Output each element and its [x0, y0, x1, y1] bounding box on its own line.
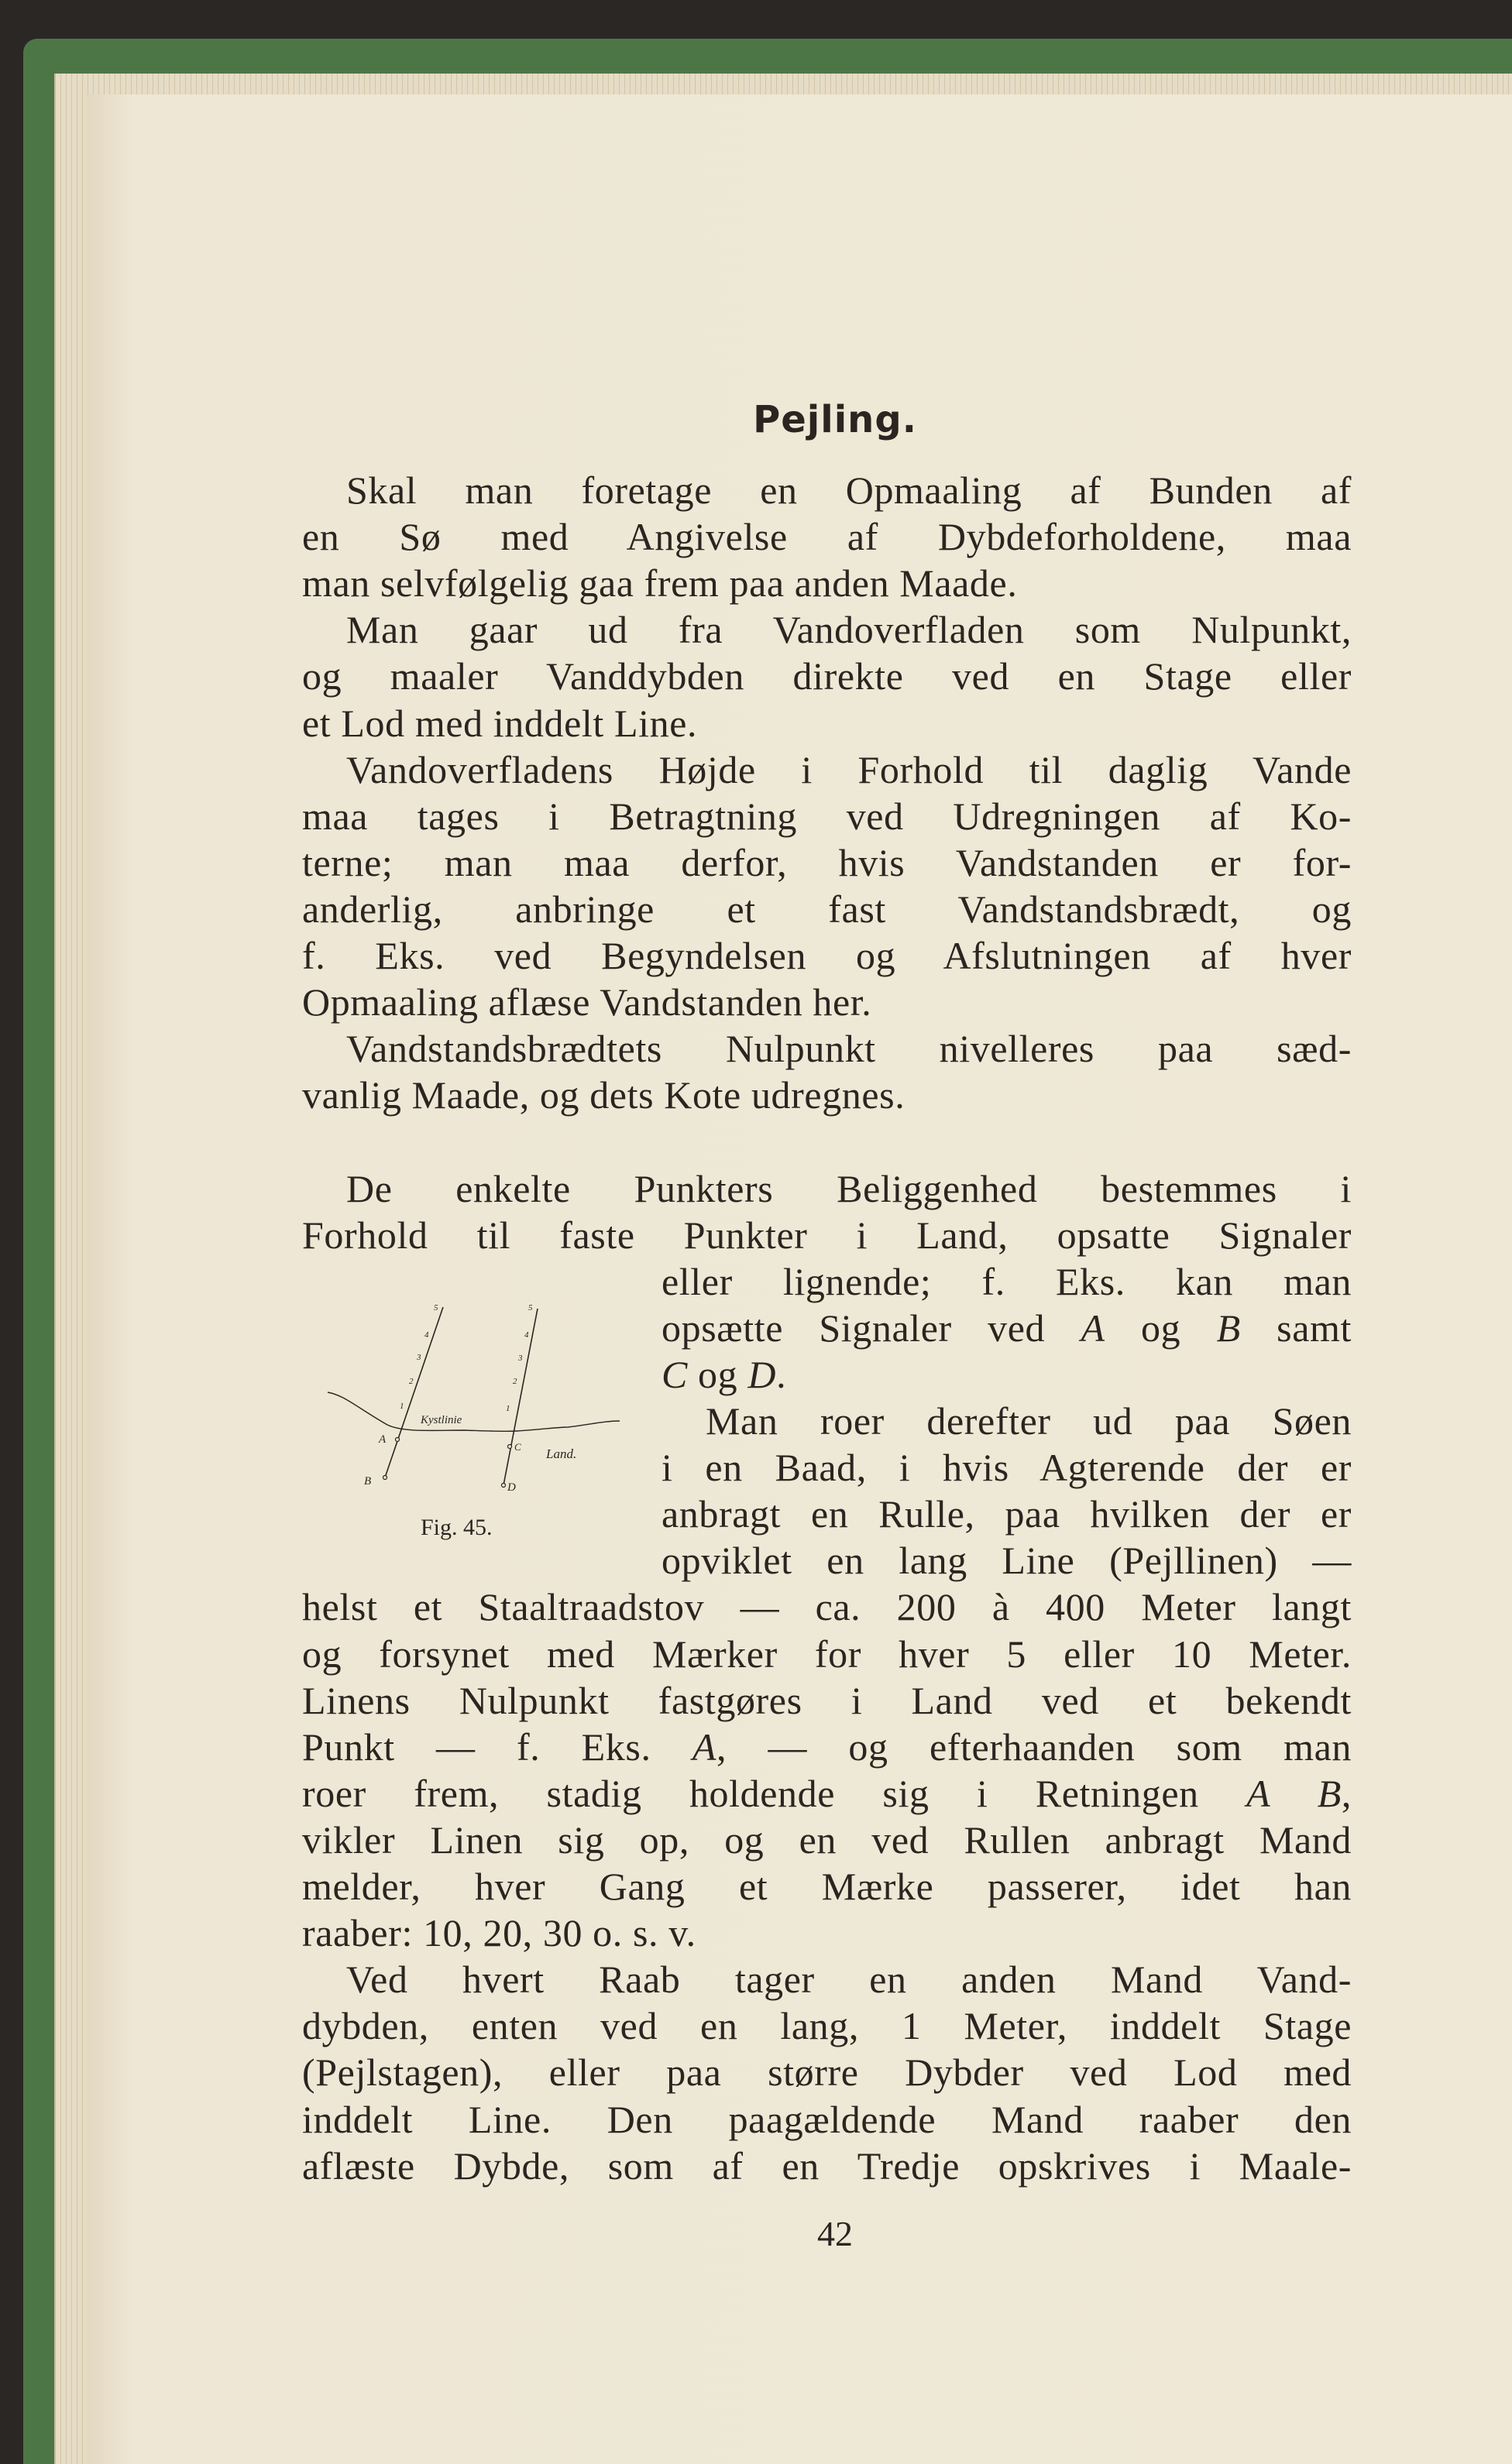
italic-letter: C	[662, 1352, 688, 1396]
text-run: , — og efterhaanden som man	[716, 1724, 1352, 1769]
sounding-line-cd	[503, 1309, 538, 1485]
text-line: (Pejlstagen), eller paa større Dybder ved Lod med	[302, 2050, 1352, 2095]
text-line	[302, 1724, 1352, 1770]
text-line	[302, 1770, 1352, 1817]
text-line: Skal man foretage en Opmaaling af Bunden af	[346, 468, 1352, 512]
tick-label: 5	[434, 1303, 438, 1313]
coast-label: Kystlinie	[421, 1414, 462, 1426]
text-run: ,	[1341, 1771, 1352, 1815]
text-line: man selvfølgelig gaa frem paa anden Maade.	[302, 561, 1018, 606]
text-line: maa tages i Betragtning ved Udregningen af Ko-	[302, 794, 1352, 838]
text-line: Ved hvert Raab tager en anden Mand Vand-	[346, 1958, 1352, 2002]
text-run: .	[776, 1352, 787, 1396]
point-a	[396, 1438, 400, 1442]
coastline	[328, 1392, 620, 1431]
text-line: helst et Staaltraadstov — ca. 200 à 400 Meter langt	[302, 1585, 1352, 1629]
point-c	[508, 1445, 512, 1449]
text-line: Linens Nulpunkt fastgøres i Land ved et bekendt	[302, 1678, 1352, 1722]
tick-label: 2	[409, 1377, 414, 1386]
figure-45	[310, 1254, 651, 1549]
land-label: Land.	[546, 1446, 577, 1461]
point-b	[383, 1476, 387, 1480]
point-d	[502, 1484, 506, 1488]
label-c: C	[514, 1441, 521, 1453]
text-line: og forsynet med Mærker for hver 5 eller 10 Meter.	[302, 1632, 1352, 1676]
text-line: melder, hver Gang et Mærke passerer, idet han	[302, 1865, 1352, 1908]
italic-letter: D	[747, 1352, 777, 1396]
italic-letter: A	[692, 1724, 717, 1769]
tick-label: 1	[400, 1402, 404, 1411]
text-run: Punkt — f. Eks.	[302, 1724, 692, 1769]
text-line: terne; man maa derfor, hvis Vandstanden er for-	[302, 840, 1352, 884]
text-line: De enkelte Punkters Beliggenhed bestemmes i	[346, 1166, 1352, 1210]
text-line: eller lignende; f. Eks. kan man	[662, 1259, 1352, 1303]
text-line	[662, 1305, 1352, 1351]
text-line: anderlig, anbringe et fast Vandstandsbrædt, og	[302, 887, 1352, 931]
tick-label: 3	[518, 1354, 523, 1363]
text-run: samt	[1240, 1306, 1352, 1350]
figure-caption: Fig. 45.	[421, 1515, 493, 1540]
text-run: og	[1105, 1306, 1217, 1350]
text-line	[662, 1351, 1352, 1398]
page-number: 42	[817, 2214, 853, 2253]
text-line: en Sø med Angivelse af Dybdeforholdene, maa	[302, 515, 1352, 559]
text-line: opviklet en lang Line (Pejllinen) —	[662, 1539, 1352, 1583]
text-line: aflæste Dybde, som af en Tredje opskrives i Maale-	[302, 2143, 1352, 2188]
label-d: D	[507, 1481, 516, 1494]
text-line: et Lod med inddelt Line.	[302, 701, 698, 745]
text-line: Opmaaling aflæse Vandstanden her.	[302, 980, 872, 1024]
tick-label: 4	[424, 1330, 429, 1340]
text-line: inddelt Line. Den paagældende Mand raaber den	[302, 2097, 1352, 2141]
text-line: f. Eks. ved Begyndelsen og Afslutningen af hver	[302, 934, 1352, 977]
text-line: Man gaar ud fra Vandoverfladen som Nulpunkt,	[346, 608, 1352, 652]
text-line: vikler Linen sig op, og en ved Rullen anbragt Mand	[302, 1817, 1352, 1862]
text-line: Forhold til faste Punkter i Land, opsatte Signaler	[302, 1213, 1352, 1257]
label-b: B	[364, 1475, 372, 1488]
text-run: opsætte Signaler ved	[662, 1306, 1081, 1350]
tick-label: 4	[524, 1330, 529, 1340]
tick-label: 5	[528, 1303, 533, 1313]
italic-letter: A B	[1246, 1771, 1342, 1815]
text-run: roer frem, stadig holdende sig i Retningen	[302, 1771, 1247, 1815]
text-line: dybden, enten ved en lang, 1 Meter, inddelt Stage	[302, 2004, 1352, 2048]
text-line: i en Baad, i hvis Agterende der er	[662, 1446, 1352, 1490]
text-line: Vandstandsbrædtets Nulpunkt nivelleres paa sæd-	[346, 1027, 1352, 1071]
text-line: Man roer derefter ud paa Søen	[706, 1399, 1352, 1443]
text-line: anbragt en Rulle, paa hvilken der er	[662, 1492, 1352, 1536]
italic-letter: A	[1081, 1306, 1105, 1350]
sounding-line-ab	[385, 1307, 443, 1477]
tick-label: 1	[506, 1404, 510, 1413]
text-line: vanlig Maade, og dets Kote udregnes.	[302, 1073, 905, 1117]
text-run: og	[687, 1352, 748, 1396]
label-a: A	[379, 1433, 387, 1446]
italic-letter: B	[1216, 1306, 1241, 1350]
text-line: og maaler Vanddybden direkte ved en Stage eller	[302, 654, 1352, 698]
page-title: Pejling.	[753, 398, 917, 441]
tick-label: 2	[513, 1377, 517, 1386]
text-line: raaber: 10, 20, 30 o. s. v.	[302, 1911, 696, 1955]
tick-label: 3	[417, 1353, 421, 1362]
text-line: Vandoverfladens Højde i Forhold til daglig Vande	[346, 747, 1352, 791]
